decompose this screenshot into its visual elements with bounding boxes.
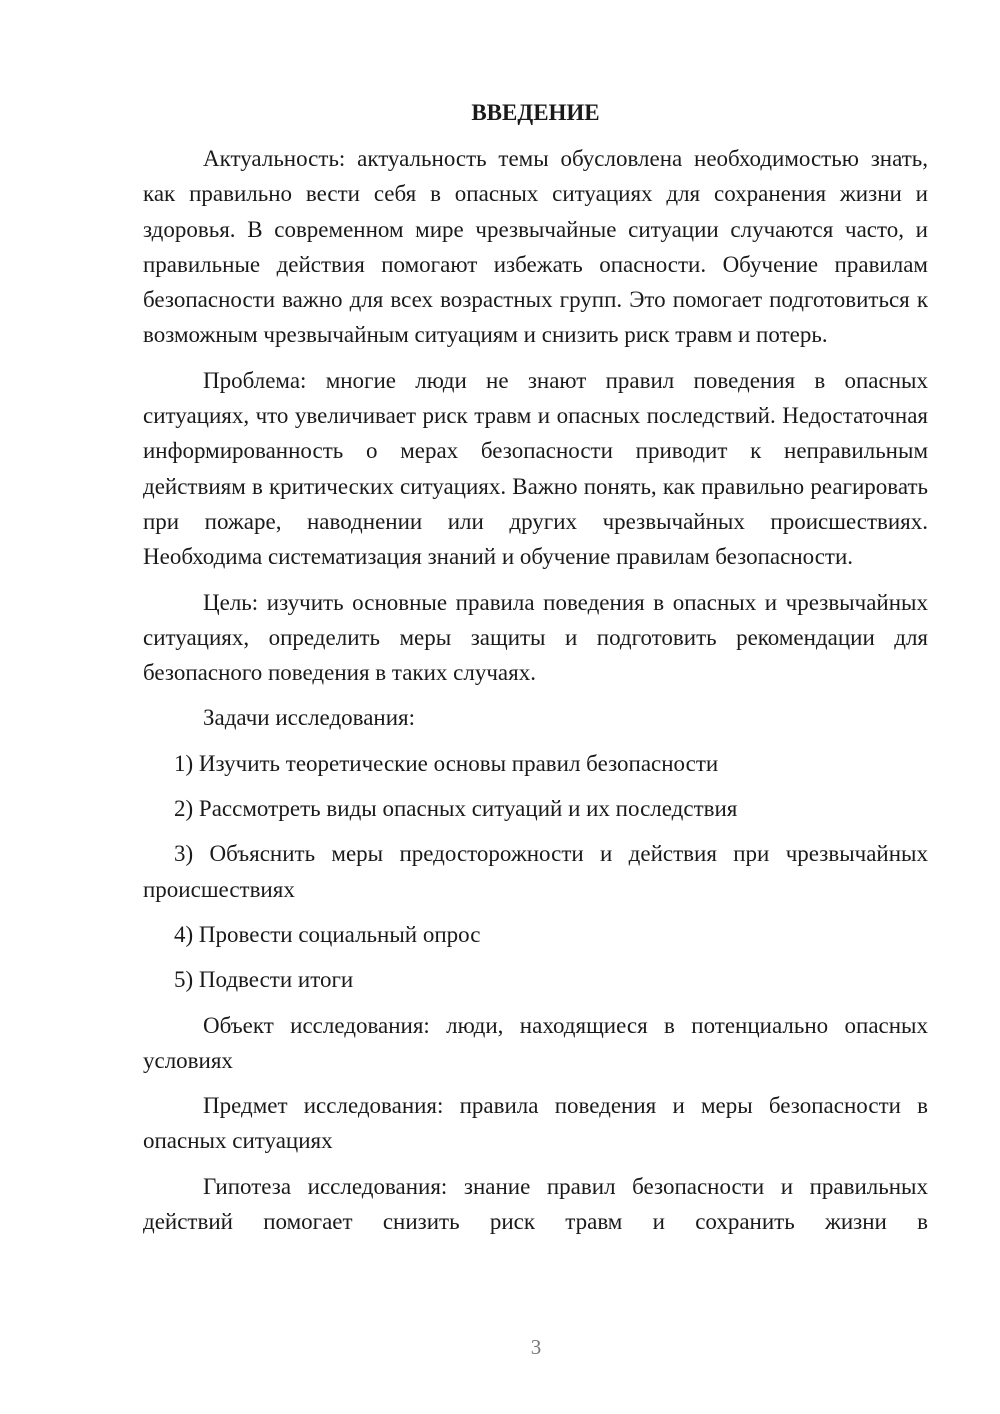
task-item-1: 1) Изучить теоретические основы правил безопасности — [174, 750, 719, 776]
goal-paragraph: Цель: изучить основные правила поведения в опасных и чрезвычайных ситуациях, определить меры защиты и подготовить рекомендации для безопасного поведения в таких случаях. — [143, 589, 928, 686]
section-heading: ВВЕДЕНИЕ — [471, 100, 600, 125]
page-number: 3 — [530, 1335, 542, 1359]
hypothesis-paragraph: Гипотеза исследования: знание правил безопасности и правильных действий помогает снизить риск травм и сохранить жизни в — [143, 1173, 928, 1235]
problem-paragraph: Проблема: многие люди не знают правил поведения в опасных ситуациях, что увеличивает риск травм и опасных последствий. Недостаточная информированность о мерах безопасности приводит к неправильным действиям в критических ситуациях. Важно понять, как правильно реагировать при пожаре, наводнении или других чрезвычайных происшествиях. Необходима систематизация знаний и обучение правилам безопасности. — [143, 367, 928, 570]
relevance-paragraph: Актуальность: актуальность темы обусловлена необходимостью знать, как правильно вести себя в опасных ситуациях для сохранения жизни и здоровья. В современном мире чрезвычайные ситуации случаются часто, и правильные действия помогают избежать опасности. Обучение правилам безопасности важно для всех возрастных групп. Это помогает подготовиться к возможным чрезвычайным ситуациям и снизить риск травм и потерь. — [143, 146, 928, 348]
subject-paragraph: Предмет исследования: правила поведения и меры безопасности в опасных ситуациях — [143, 1093, 928, 1154]
task-item-2: 2) Рассмотреть виды опасных ситуаций и их последствия — [174, 796, 738, 822]
task-item-5: 5) Подвести итоги — [174, 967, 354, 993]
task-item-4: 4) Провести социальный опрос — [174, 921, 481, 947]
object-paragraph: Объект исследования: люди, находящиеся в потенциально опасных условиях — [143, 1012, 928, 1073]
document-body — [143, 95, 928, 1239]
task-item-3: 3) Объяснить меры предосторожности и действия при чрезвычайных происшествиях — [143, 841, 928, 902]
tasks-label: Задачи исследования: — [203, 705, 416, 731]
